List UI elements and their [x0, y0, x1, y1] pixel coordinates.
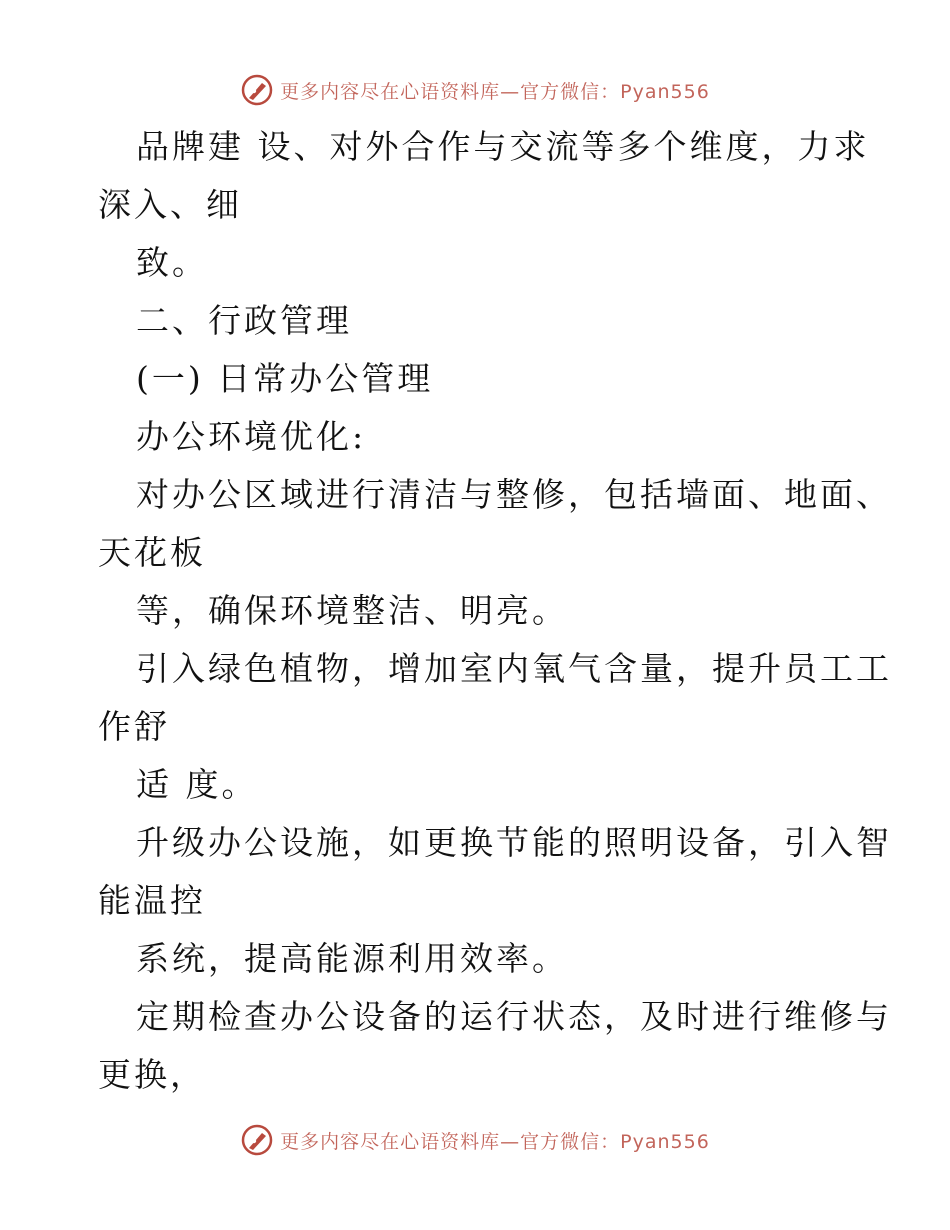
paragraph-line: 致。 [136, 243, 208, 282]
paragraph-line: 作舒 [98, 707, 170, 746]
paragraph-line: 系统，提高能源利用效率。 [136, 939, 568, 978]
subsection-heading: (一) 日常办公管理 [136, 359, 434, 398]
paragraph-line: 能温控 [98, 881, 206, 920]
paragraph-line: 适 度。 [136, 765, 258, 804]
paragraph-line: 品牌建 设、对外合作与交流等多个维度，力求 [136, 127, 870, 166]
paragraph-line: 对办公区域进行清洁与整修，包括墙面、地面、 [136, 475, 892, 514]
paragraph-line: 升级办公设施，如更换节能的照明设备，引入智 [136, 823, 892, 862]
paragraph-line: 定期检查办公设备的运行状态，及时进行维修与 [136, 997, 892, 1036]
footer-watermark [0, 1120, 950, 1160]
section-heading: 二、行政管理 [136, 301, 352, 340]
pen-logo-icon [240, 73, 274, 107]
header-watermark [0, 70, 950, 110]
item-heading: 办公环境优化: [136, 417, 367, 456]
document-body [98, 118, 892, 1104]
pen-logo-icon [240, 1123, 274, 1157]
paragraph-line: 深入、细 [98, 185, 242, 224]
watermark-text: 更多内容尽在心语资料库—官方微信：Pyan556 [280, 80, 710, 103]
paragraph-line: 等，确保环境整洁、明亮。 [136, 591, 568, 630]
paragraph-line: 更换， [98, 1055, 206, 1094]
watermark-text: 更多内容尽在心语资料库—官方微信：Pyan556 [280, 1130, 710, 1153]
paragraph-line: 天花板 [98, 533, 206, 572]
paragraph-line: 引入绿色植物，增加室内氧气含量，提升员工工 [136, 649, 892, 688]
